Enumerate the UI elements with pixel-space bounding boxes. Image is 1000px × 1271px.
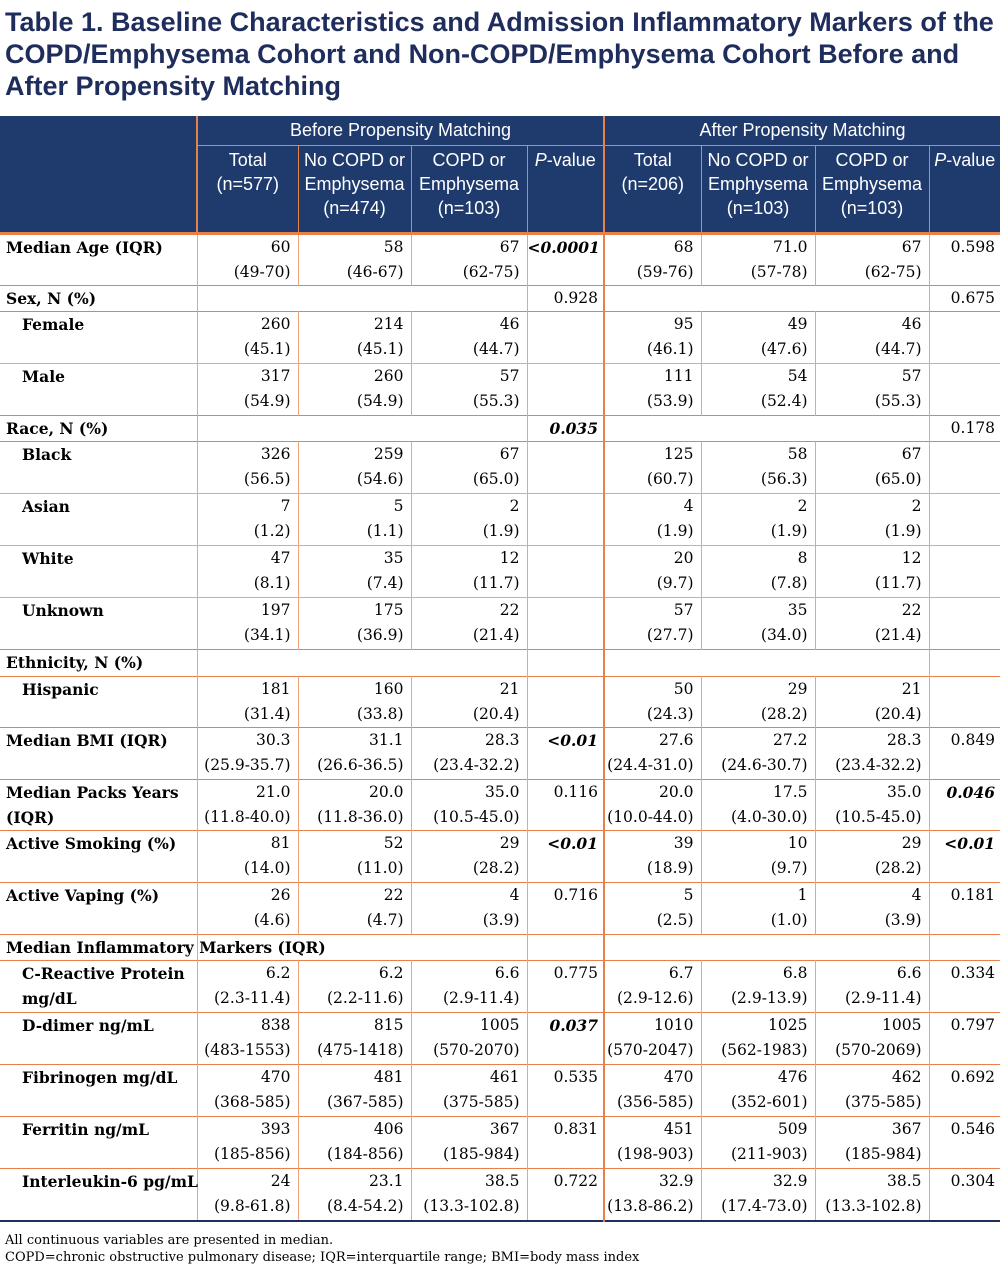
row-label: Median Inflammatory Markers (IQR) xyxy=(6,938,326,957)
p-value-after: 0.334 xyxy=(929,961,1000,1013)
footnote: All continuous variables are presented in median. xyxy=(5,1233,334,1248)
p-value-after: <0.01 xyxy=(929,831,1000,883)
cell-value: 46 (44.7) xyxy=(815,312,929,364)
row-label: D-dimer ng/mL xyxy=(22,1016,154,1035)
table-row xyxy=(0,677,1000,728)
cell-value: 58 (46-67) xyxy=(298,234,411,286)
cell-value: 470 (356-585) xyxy=(604,1065,701,1117)
cell-value: 47 (8.1) xyxy=(197,546,298,598)
cell-value: 21.0 (11.8-40.0) xyxy=(197,780,298,831)
p-value-before: <0.0001 xyxy=(527,234,604,286)
cell-value: 23.1 (8.4-54.2) xyxy=(298,1169,411,1221)
cell-value: 1 (1.0) xyxy=(701,883,815,935)
p-value-after xyxy=(929,650,1000,677)
cell-value: 81 (14.0) xyxy=(197,831,298,883)
cell-value: 1025 (562-1983) xyxy=(701,1013,815,1065)
cell-value: 12 (11.7) xyxy=(815,546,929,598)
cell-value: 27.6 (24.4-31.0) xyxy=(604,728,701,780)
p-value-after xyxy=(929,598,1000,650)
cell-value: 67 (65.0) xyxy=(815,442,929,494)
table-row xyxy=(0,494,1000,546)
cell-value: 54 (52.4) xyxy=(701,364,815,416)
table-row xyxy=(0,312,1000,364)
col-header-after-copd: COPD or Emphysema (n=103) xyxy=(815,146,929,234)
table-row xyxy=(0,883,1000,935)
p-value-before xyxy=(527,312,604,364)
footnote: COPD=chronic obstructive pulmonary disease; IQR=interquartile range; BMI=body mass index xyxy=(5,1250,640,1265)
cell-value: 7 (1.2) xyxy=(197,494,298,546)
cell-value: 5 (1.1) xyxy=(298,494,411,546)
group-header-before: Before Propensity Matching xyxy=(197,116,604,146)
header-corner xyxy=(0,116,197,146)
cell-value: 6.2 (2.2-11.6) xyxy=(298,961,411,1013)
cell-value: 6.7 (2.9-12.6) xyxy=(604,961,701,1013)
p-value-after: 0.546 xyxy=(929,1117,1000,1169)
cell-value: 214 (45.1) xyxy=(298,312,411,364)
row-label: Median Age (IQR) xyxy=(6,238,163,257)
cell-value: 6.2 (2.3-11.4) xyxy=(197,961,298,1013)
table-row xyxy=(0,650,1000,677)
cell-value: 4 (1.9) xyxy=(604,494,701,546)
cell-value: 32.9 (17.4-73.0) xyxy=(701,1169,815,1221)
cell-value: 1010 (570-2047) xyxy=(604,1013,701,1065)
cell-value: 50 (24.3) xyxy=(604,677,701,728)
p-value-before xyxy=(527,598,604,650)
p-value-before: <0.01 xyxy=(527,728,604,780)
p-value-after: 0.181 xyxy=(929,883,1000,935)
p-value-before xyxy=(527,546,604,598)
cell-value: 29 (28.2) xyxy=(411,831,527,883)
col-header-before-total: Total (n=577) xyxy=(197,146,298,234)
cell-value: 58 (56.3) xyxy=(701,442,815,494)
cell-value: 509 (211-903) xyxy=(701,1117,815,1169)
cell-value: 31.1 (26.6-36.5) xyxy=(298,728,411,780)
p-value-after xyxy=(929,364,1000,416)
row-label: Black xyxy=(22,445,72,464)
p-value-after xyxy=(929,442,1000,494)
table-row xyxy=(0,1117,1000,1169)
table-row xyxy=(0,728,1000,780)
p-value-before xyxy=(527,364,604,416)
cell-value: 26 (4.6) xyxy=(197,883,298,935)
col-header-after-pvalue: P-value xyxy=(929,146,1000,234)
row-label: Ethnicity, N (%) xyxy=(6,653,144,672)
col-header-before-no-copd: No COPD or Emphysema (n=474) xyxy=(298,146,411,234)
cell-value: 22 (21.4) xyxy=(815,598,929,650)
cell-value: 260 (45.1) xyxy=(197,312,298,364)
p-value-after xyxy=(929,494,1000,546)
p-value-before xyxy=(527,494,604,546)
p-value-before: 0.722 xyxy=(527,1169,604,1221)
cell-value: 49 (47.6) xyxy=(701,312,815,364)
cell-value: 67 (62-75) xyxy=(411,234,527,286)
cell-value: 35.0 (10.5-45.0) xyxy=(815,780,929,831)
cell-value: 10 (9.7) xyxy=(701,831,815,883)
cell-value: 57 (55.3) xyxy=(815,364,929,416)
cell-value: 2 (1.9) xyxy=(701,494,815,546)
col-header-before-copd: COPD or Emphysema (n=103) xyxy=(411,146,527,234)
cell-value: 1005 (570-2070) xyxy=(411,1013,527,1065)
cell-value: 2 (1.9) xyxy=(815,494,929,546)
cell-value: 27.2 (24.6-30.7) xyxy=(701,728,815,780)
cell-value: 68 (59-76) xyxy=(604,234,701,286)
p-value-before: 0.716 xyxy=(527,883,604,935)
row-label: Interleukin-6 pg/mL xyxy=(22,1172,198,1191)
row-label: Unknown xyxy=(22,601,104,620)
p-value-before: 0.035 xyxy=(527,416,604,442)
table-row xyxy=(0,286,1000,312)
row-label: Median Packs Years (IQR) xyxy=(6,783,179,827)
p-value-before xyxy=(527,650,604,677)
row-label: White xyxy=(22,549,74,568)
cell-value: 20 (9.7) xyxy=(604,546,701,598)
p-value-before: 0.037 xyxy=(527,1013,604,1065)
cell-value: 260 (54.9) xyxy=(298,364,411,416)
p-value-after: 0.675 xyxy=(929,286,1000,312)
p-value-after xyxy=(929,312,1000,364)
cell-value: 22 (4.7) xyxy=(298,883,411,935)
table-row xyxy=(0,961,1000,1013)
cell-value: 6.8 (2.9-13.9) xyxy=(701,961,815,1013)
table-row xyxy=(0,234,1000,286)
p-value-after: 0.046 xyxy=(929,780,1000,831)
cell-value: 326 (56.5) xyxy=(197,442,298,494)
table-row xyxy=(0,1065,1000,1117)
cell-value: 57 (27.7) xyxy=(604,598,701,650)
table-row xyxy=(0,598,1000,650)
cell-value: 6.6 (2.9-11.4) xyxy=(815,961,929,1013)
cell-value: 160 (33.8) xyxy=(298,677,411,728)
cell-value: 815 (475-1418) xyxy=(298,1013,411,1065)
cell-value: 197 (34.1) xyxy=(197,598,298,650)
cell-value: 406 (184-856) xyxy=(298,1117,411,1169)
p-value-before xyxy=(527,935,604,961)
group-header-after: After Propensity Matching xyxy=(604,116,1000,146)
p-value-after xyxy=(929,935,1000,961)
cell-value: 29 (28.2) xyxy=(701,677,815,728)
cell-value: 24 (9.8-61.8) xyxy=(197,1169,298,1221)
cell-value: 470 (368-585) xyxy=(197,1065,298,1117)
row-label: Male xyxy=(22,367,65,386)
row-label: Active Smoking (%) xyxy=(6,834,177,853)
table-title: Table 1. Baseline Characteristics and Admission Inflammatory Markers of the COPD/Emphysema Cohort and Non-COPD/Emphysema Cohort Before and After Propensity Matching xyxy=(5,7,994,101)
cell-value: 367 (185-984) xyxy=(815,1117,929,1169)
cell-value: 8 (7.8) xyxy=(701,546,815,598)
p-value-before: <0.01 xyxy=(527,831,604,883)
cell-value: 67 (65.0) xyxy=(411,442,527,494)
table-row xyxy=(0,780,1000,831)
table-row xyxy=(0,831,1000,883)
p-value-after: 0.797 xyxy=(929,1013,1000,1065)
table-row xyxy=(0,935,1000,961)
cell-value: 57 (55.3) xyxy=(411,364,527,416)
cell-value: 35.0 (10.5-45.0) xyxy=(411,780,527,831)
cell-value: 4 (3.9) xyxy=(411,883,527,935)
cell-value: 32.9 (13.8-86.2) xyxy=(604,1169,701,1221)
p-value-after xyxy=(929,546,1000,598)
cell-value: 28.3 (23.4-32.2) xyxy=(815,728,929,780)
row-label: Female xyxy=(22,315,85,334)
cell-value: 476 (352-601) xyxy=(701,1065,815,1117)
cell-value: 21 (20.4) xyxy=(815,677,929,728)
footnotes xyxy=(5,1232,995,1266)
cell-value: 481 (367-585) xyxy=(298,1065,411,1117)
cell-value: 22 (21.4) xyxy=(411,598,527,650)
cell-value: 67 (62-75) xyxy=(815,234,929,286)
cell-value: 2 (1.9) xyxy=(411,494,527,546)
col-header-after-total: Total (n=206) xyxy=(604,146,701,234)
cell-value: 461 (375-585) xyxy=(411,1065,527,1117)
p-value-before xyxy=(527,442,604,494)
col-header-before-pvalue: P-value xyxy=(527,146,604,234)
cell-value: 38.5 (13.3-102.8) xyxy=(815,1169,929,1221)
cell-value: 5 (2.5) xyxy=(604,883,701,935)
p-value-before: 0.116 xyxy=(527,780,604,831)
cell-value: 95 (46.1) xyxy=(604,312,701,364)
row-label: C-Reactive Protein mg/dL xyxy=(22,964,185,1008)
cell-value: 4 (3.9) xyxy=(815,883,929,935)
p-value-before xyxy=(527,677,604,728)
table-row xyxy=(0,416,1000,442)
cell-value: 367 (185-984) xyxy=(411,1117,527,1169)
cell-value: 175 (36.9) xyxy=(298,598,411,650)
p-value-after: 0.692 xyxy=(929,1065,1000,1117)
p-value-before: 0.775 xyxy=(527,961,604,1013)
cell-value: 17.5 (4.0-30.0) xyxy=(701,780,815,831)
table-row xyxy=(0,1169,1000,1221)
table-row xyxy=(0,364,1000,416)
row-label: Asian xyxy=(22,497,70,516)
cell-value: 30.3 (25.9-35.7) xyxy=(197,728,298,780)
cell-value: 181 (31.4) xyxy=(197,677,298,728)
p-value-after: 0.849 xyxy=(929,728,1000,780)
cell-value: 20.0 (10.0-44.0) xyxy=(604,780,701,831)
p-value-after: 0.598 xyxy=(929,234,1000,286)
cell-value: 1005 (570-2069) xyxy=(815,1013,929,1065)
cell-value: 20.0 (11.8-36.0) xyxy=(298,780,411,831)
table-row xyxy=(0,1013,1000,1065)
col-header-after-no-copd: No COPD or Emphysema (n=103) xyxy=(701,146,815,234)
cell-value: 111 (53.9) xyxy=(604,364,701,416)
row-label: Active Vaping (%) xyxy=(6,886,160,905)
cell-value: 259 (54.6) xyxy=(298,442,411,494)
cell-value: 451 (198-903) xyxy=(604,1117,701,1169)
baseline-table xyxy=(0,116,1000,1222)
table-row xyxy=(0,442,1000,494)
p-value-before: 0.928 xyxy=(527,286,604,312)
row-label: Race, N (%) xyxy=(6,419,109,438)
cell-value: 317 (54.9) xyxy=(197,364,298,416)
cell-value: 6.6 (2.9-11.4) xyxy=(411,961,527,1013)
cell-value: 12 (11.7) xyxy=(411,546,527,598)
cell-value: 393 (185-856) xyxy=(197,1117,298,1169)
cell-value: 60 (49-70) xyxy=(197,234,298,286)
row-label: Sex, N (%) xyxy=(6,289,97,308)
p-value-after: 0.178 xyxy=(929,416,1000,442)
cell-value: 125 (60.7) xyxy=(604,442,701,494)
cell-value: 28.3 (23.4-32.2) xyxy=(411,728,527,780)
cell-value: 35 (7.4) xyxy=(298,546,411,598)
row-label: Hispanic xyxy=(22,680,99,699)
p-value-after xyxy=(929,677,1000,728)
cell-value: 35 (34.0) xyxy=(701,598,815,650)
p-value-after: 0.304 xyxy=(929,1169,1000,1221)
p-value-before: 0.831 xyxy=(527,1117,604,1169)
row-label: Ferritin ng/mL xyxy=(22,1120,150,1139)
p-value-before: 0.535 xyxy=(527,1065,604,1117)
cell-value: 21 (20.4) xyxy=(411,677,527,728)
table-row xyxy=(0,546,1000,598)
cell-value: 52 (11.0) xyxy=(298,831,411,883)
cell-value: 39 (18.9) xyxy=(604,831,701,883)
cell-value: 838 (483-1553) xyxy=(197,1013,298,1065)
row-label: Median BMI (IQR) xyxy=(6,731,168,750)
cell-value: 71.0 (57-78) xyxy=(701,234,815,286)
row-label: Fibrinogen mg/dL xyxy=(22,1068,178,1087)
cell-value: 462 (375-585) xyxy=(815,1065,929,1117)
cell-value: 38.5 (13.3-102.8) xyxy=(411,1169,527,1221)
cell-value: 46 (44.7) xyxy=(411,312,527,364)
cell-value: 29 (28.2) xyxy=(815,831,929,883)
